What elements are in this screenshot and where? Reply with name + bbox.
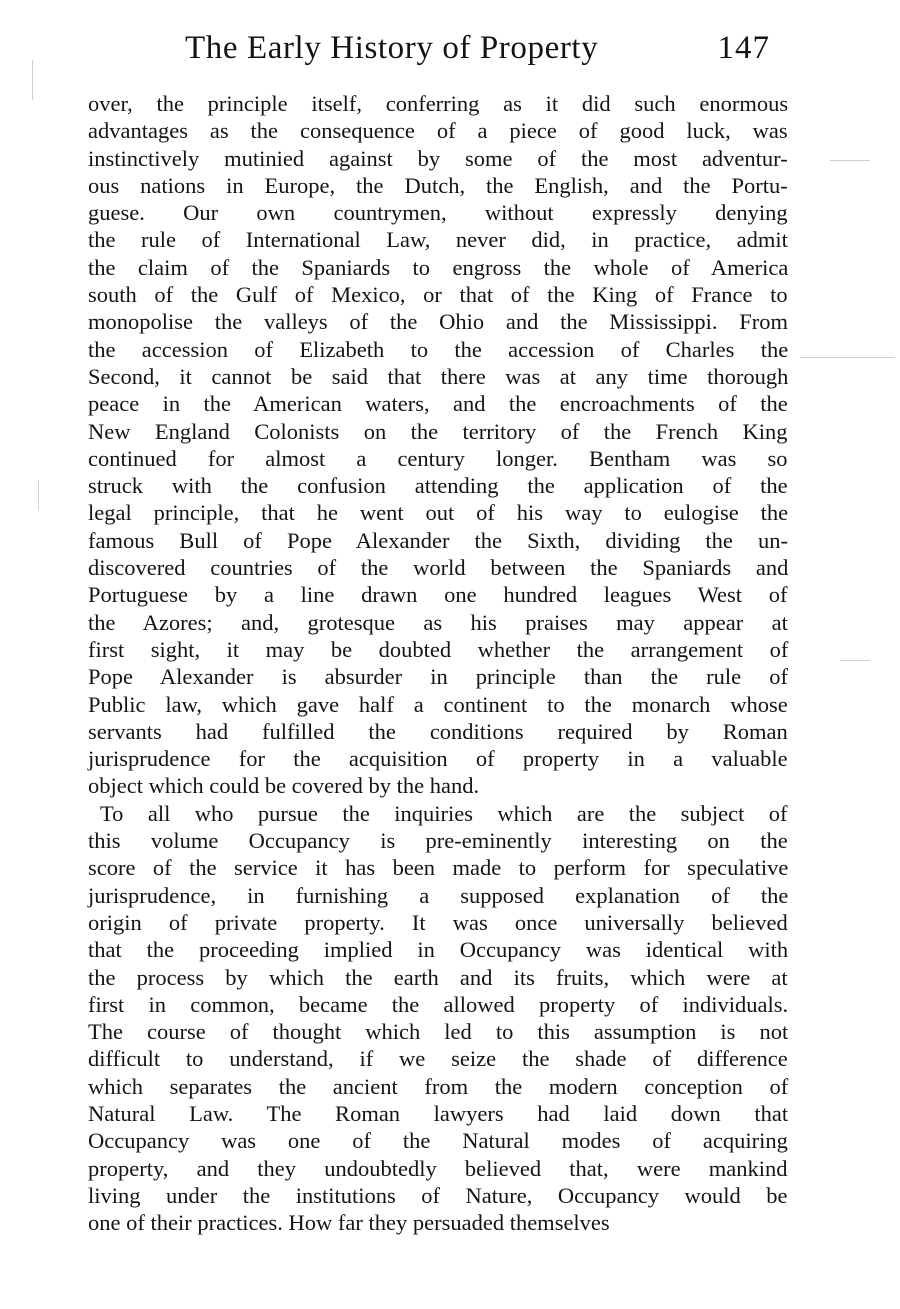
scan-speck: [32, 60, 33, 100]
text-line: Second, it cannot be said that there was at any time thorough: [88, 363, 789, 389]
text-line: that the proceeding implied in Occupancy was identical with: [88, 937, 789, 963]
text-line: Pope Alexander is absurder in principle than the rule of: [88, 664, 788, 690]
text-line: property, and they undoubtedly believed that, were mankind: [88, 1155, 788, 1181]
text-line: Portuguese by a line drawn one hundred leagues West of: [88, 582, 788, 608]
text-line: object which could be covered by the hand.: [88, 773, 480, 799]
text-line: the Azores; and, grotesque as his praises may appear at: [88, 609, 788, 635]
text-line: famous Bull of Pope Alexander the Sixth, dividing the un-: [88, 527, 788, 553]
text-line: score of the service it has been made to perform for speculative: [88, 855, 789, 881]
text-line: Natural Law. The Roman lawyers had laid down that: [88, 1100, 789, 1126]
text-line: the rule of International Law, never did, in practice, admit: [88, 227, 788, 253]
text-line: the claim of the Spaniards to engross the whole of America: [88, 254, 789, 280]
text-line: peace in the American waters, and the encroachments of the: [88, 391, 788, 417]
text-line: continued for almost a century longer. Bentham was so: [88, 445, 788, 471]
text-line: advantages as the consequence of a piece of good luck, was: [88, 118, 788, 144]
text-line: instinctively mutinied against by some of the most adventur-: [88, 145, 788, 171]
text-line: first sight, it may be doubted whether the arrangement of: [88, 636, 789, 662]
text-line: first in common, became the allowed property of individuals.: [88, 991, 789, 1017]
text-line: the accession of Elizabeth to the accession of Charles the: [88, 336, 789, 362]
text-line: To all who pursue the inquiries which are the subject of: [100, 800, 788, 826]
scan-speck: [830, 160, 870, 161]
text-line: over, the principle itself, conferring as it did such enormous: [88, 91, 789, 116]
text-line: Public law, which gave half a continent to the monarch whose: [88, 691, 788, 717]
scan-speck: [840, 660, 870, 661]
text-line: one of their practices. How far they persuaded themselves: [88, 1210, 610, 1236]
paragraph-1: [88, 90, 788, 800]
running-title: The Early History of Property: [185, 30, 599, 66]
text-line: difficult to understand, if we seize the shade of difference: [88, 1046, 788, 1072]
text-line: this volume Occupancy is pre-eminently interesting on the: [88, 828, 788, 854]
paragraph-2: [88, 800, 788, 1237]
text-line: south of the Gulf of Mexico, or that of the King of France to: [88, 282, 788, 308]
text-line: the process by which the earth and its fruits, which were at: [88, 964, 788, 990]
page-header: [185, 30, 770, 78]
text-line: guese. Our own countrymen, without expressly denying: [88, 200, 788, 226]
text-line: jurisprudence, in furnishing a supposed explanation of the: [88, 882, 789, 908]
text-line: New England Colonists on the territory of the French King: [88, 418, 788, 444]
text-line: origin of private property. It was once universally believed: [88, 909, 788, 935]
text-line: The course of thought which led to this assumption is not: [88, 1019, 789, 1045]
text-line: servants had fulfilled the conditions required by Roman: [88, 718, 788, 744]
text-line: ous nations in Europe, the Dutch, the English, and the Portu-: [88, 172, 788, 198]
text-line: which separates the ancient from the modern conception of: [88, 1073, 789, 1099]
body-text: [88, 90, 788, 1236]
text-line: jurisprudence for the acquisition of property in a valuable: [88, 746, 788, 772]
text-line: struck with the confusion attending the application of the: [88, 473, 788, 499]
text-line: Occupancy was one of the Natural modes of acquiring: [88, 1128, 788, 1154]
text-line: living under the institutions of Nature, Occupancy would be: [88, 1182, 788, 1208]
scan-speck: [38, 480, 39, 510]
scan-speck: [800, 357, 895, 358]
text-line: legal principle, that he went out of his way to eulogise the: [88, 500, 789, 526]
text-line: discovered countries of the world between the Spaniards and: [88, 555, 789, 581]
page-number: 147: [717, 30, 770, 66]
text-line: monopolise the valleys of the Ohio and the Mississippi. From: [88, 309, 788, 335]
